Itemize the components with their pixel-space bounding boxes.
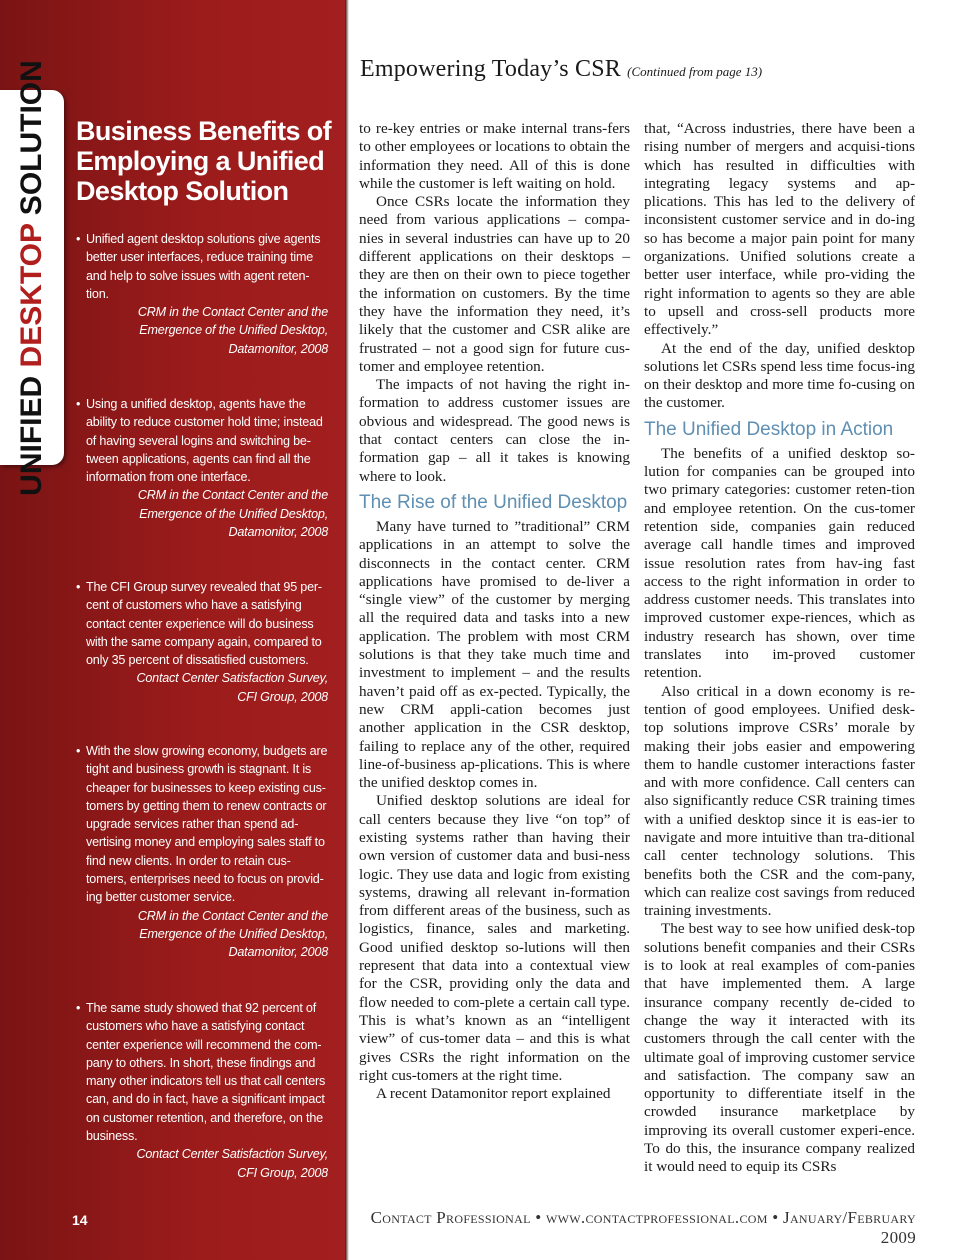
source-line: Contact Center Satisfaction Survey, bbox=[136, 671, 328, 686]
paragraph: that, “Across industries, there have been a rising number of mergers and acquisi-tions which has resulted in difficulties with integrating legacy systems and ap-plications. This has led to the delivery of inconsistent customer service and in do-ing so has become a major pain point for many organizations. Unified solutions create a better user interface, while pro-viding the right information to agents so they are able to upsell and cross-sell products more effectively.” bbox=[644, 120, 915, 339]
paragraph: At the end of the day, unified desktop solutions let CSRs spend less time focus-ing on their desktop and more time fo-cusing on the customer. bbox=[644, 339, 915, 412]
article-column-2 bbox=[644, 120, 915, 1177]
benefit-item bbox=[76, 742, 328, 962]
benefit-text: The same study showed that 92 percent of customers who have a satisfying contact center experience will recommend the com-pany to others. In short, these findings and many other indicators tell us that call centers can, and do in fact, have a significant impact on customer retention, and therefore, on the business. bbox=[86, 1001, 326, 1144]
section-heading: The Unified Desktop in Action bbox=[644, 418, 894, 440]
paragraph: Many have turned to ”traditional” CRM applications in an attempt to solve the disconnects in the contact center. CRM applications have promised to de-liver a “single view” of the customer by merging all the required data and tasks into a new application. The problem with most CRM solutions is that they take much time and investment to implement – and the results haven’t paid off as ex-pected. Typically, the new CRM appli-cation becomes just another application in the CSR desktop, failing to replace any of the other, required line-of-business ap-plications. This is where the unified desktop comes in. bbox=[359, 517, 630, 792]
benefit-item bbox=[76, 999, 328, 1182]
bullet: • bbox=[76, 232, 81, 246]
tab-word-2: DESKTOP bbox=[15, 223, 48, 368]
source-line: CFI Group, 2008 bbox=[237, 689, 328, 704]
paragraph: to re-key entries or make internal trans-fers to other employees or locations to obtain the information they need. All of this is done while the customer is left waiting on hold. bbox=[359, 120, 630, 192]
page-number: 14 bbox=[72, 1212, 88, 1228]
source-line: CFI Group, 2008 bbox=[237, 1165, 328, 1180]
tab-word-1: UNIFIED bbox=[15, 375, 48, 496]
section-tab-label bbox=[17, 60, 47, 496]
bullet: • bbox=[76, 744, 81, 758]
paragraph: Once CSRs locate the information they need from various applications – compa-nies in several industries can have up to 20 different applications on their desktops – they are then on their own to piece together the information on customers. By the time they have the information they need, it’s likely that the customer and CSR alike are frustrated – not a good sign for future cus-tomer and employee retention. bbox=[359, 193, 630, 375]
source-line: Datamonitor, 2008 bbox=[228, 945, 328, 960]
section-heading: The Rise of the Unified Desktop bbox=[359, 491, 628, 513]
source-line: CRM in the Contact Center and the bbox=[137, 305, 328, 320]
page-header bbox=[360, 56, 920, 83]
section-tab bbox=[0, 60, 64, 496]
paragraph: The benefits of a unified desktop so-lution for companies can be grouped into two primary categories: customer reten-tion and employee retention. On the cus-tomer retention side, companies gain reduced average call handle times and improved issue resolution rates from hav-ing fast access to the right information in order to address customer needs. This translates into improved customer expe-riences, which as industry research has shown, over time translates into im-proved customer retention. bbox=[644, 444, 915, 682]
source-line: Contact Center Satisfaction Survey, bbox=[136, 1147, 328, 1162]
source-line: Datamonitor, 2008 bbox=[228, 341, 328, 356]
benefit-item bbox=[76, 230, 328, 358]
continued-note: (Continued from page 13) bbox=[627, 64, 763, 79]
source-line: Emergence of the Unified Desktop, bbox=[139, 323, 328, 338]
benefit-item bbox=[76, 395, 328, 541]
article-column-1 bbox=[359, 120, 630, 1103]
benefit-item bbox=[76, 578, 328, 706]
benefit-text: The CFI Group survey revealed that 95 per-cent of customers who have a satisfying contact center experience will do business with the same company again, compared to only 35 percent of dissatisfied customers. bbox=[86, 580, 322, 668]
paragraph: The impacts of not having the right in-formation to address customer issues are obvious and widespread. The good news is that contact centers can close the in-formation gap – all it takes is knowing where to look. bbox=[359, 376, 630, 485]
paragraph: A recent Datamonitor report explained bbox=[376, 1085, 611, 1103]
benefit-text: With the slow growing economy, budgets are tight and business growth is stagnant. It is cheaper for businesses to keep existing cus-tomers by getting them to renew contracts or upgrade services rather than spend ad-vertising money and employing sales staff to find new clients. In order to retain cus-tomers, enterprises need to focus on provid-ing better customer service. bbox=[86, 744, 328, 905]
sidebar-edge bbox=[345, 0, 349, 1260]
bullet: • bbox=[76, 1001, 81, 1015]
page-footer: Contact Professional • www.contactprofessional.com • January/February 2009 bbox=[370, 1208, 916, 1247]
bullet: • bbox=[76, 580, 81, 594]
paragraph: The best way to see how unified desk-top solutions benefit companies and their CSRs is to look at real examples of com-panies that have implemented them. A large insurance company recently de-cided to change the way it interacted with its customers through the call center with the ultimate goal of improving customer service and satisfaction. The company saw an opportunity to differentiate itself in the crowded insurance marketplace by improving its overall customer experi-ence. To do this, the insurance company realized it would need to equip its CSRs bbox=[644, 920, 915, 1176]
benefit-text: Unified agent desktop solutions give agents better user interfaces, reduce training time and help to solve issues with agent reten-tion. bbox=[86, 232, 321, 301]
benefit-text: Using a unified desktop, agents have the ability to reduce customer hold time; instead of having several logins and switching be-tween applications, agents can find all the information from one interface. bbox=[86, 397, 323, 485]
tab-word-3: SOLUTION bbox=[15, 60, 48, 216]
article-title: Empowering Today’s CSR bbox=[360, 56, 621, 82]
source-line: Emergence of the Unified Desktop, bbox=[139, 926, 328, 941]
source-line: CRM in the Contact Center and the bbox=[137, 908, 328, 923]
source-line: Datamonitor, 2008 bbox=[228, 525, 328, 540]
sidebar-title: Business Benefits of Employing a Unified Desktop Solution bbox=[76, 116, 332, 206]
source-line: Emergence of the Unified Desktop, bbox=[139, 506, 328, 521]
paragraph: Also critical in a down economy is re-tention of good employees. Unified desk-top solutions improve CSRs’ morale by making their jobs easier and empowering them to handle customer interactions faster and with more confidence. Call centers can also significantly reduce CSR training times with a unified desktop since it is eas-ier to navigate and more intuitive than tra-ditional call center technology solutions. This benefits both the CSR and the com-pany, which can realize cost savings from reduced training investments. bbox=[644, 682, 915, 920]
source-line: CRM in the Contact Center and the bbox=[137, 488, 328, 503]
bullet: • bbox=[76, 397, 81, 411]
paragraph: Unified desktop solutions are ideal for call centers because they live “on top” of existing systems rather than having their own version of customer data and busi-ness logic. They use data and logic from existing systems, drawing all relevant in-formation from different areas of the business, such as logistics, finance, sales and marketing. Good unified desktop so-lutions will then represent that data into a contextual view for the CSR, providing only the data and flow needed to com-plete a certain call type. This is what’s known as an “intelligent view” of cus-tomer data – and this is what gives CSRs the right information on the right cus-tomers at the right time. bbox=[359, 792, 630, 1084]
